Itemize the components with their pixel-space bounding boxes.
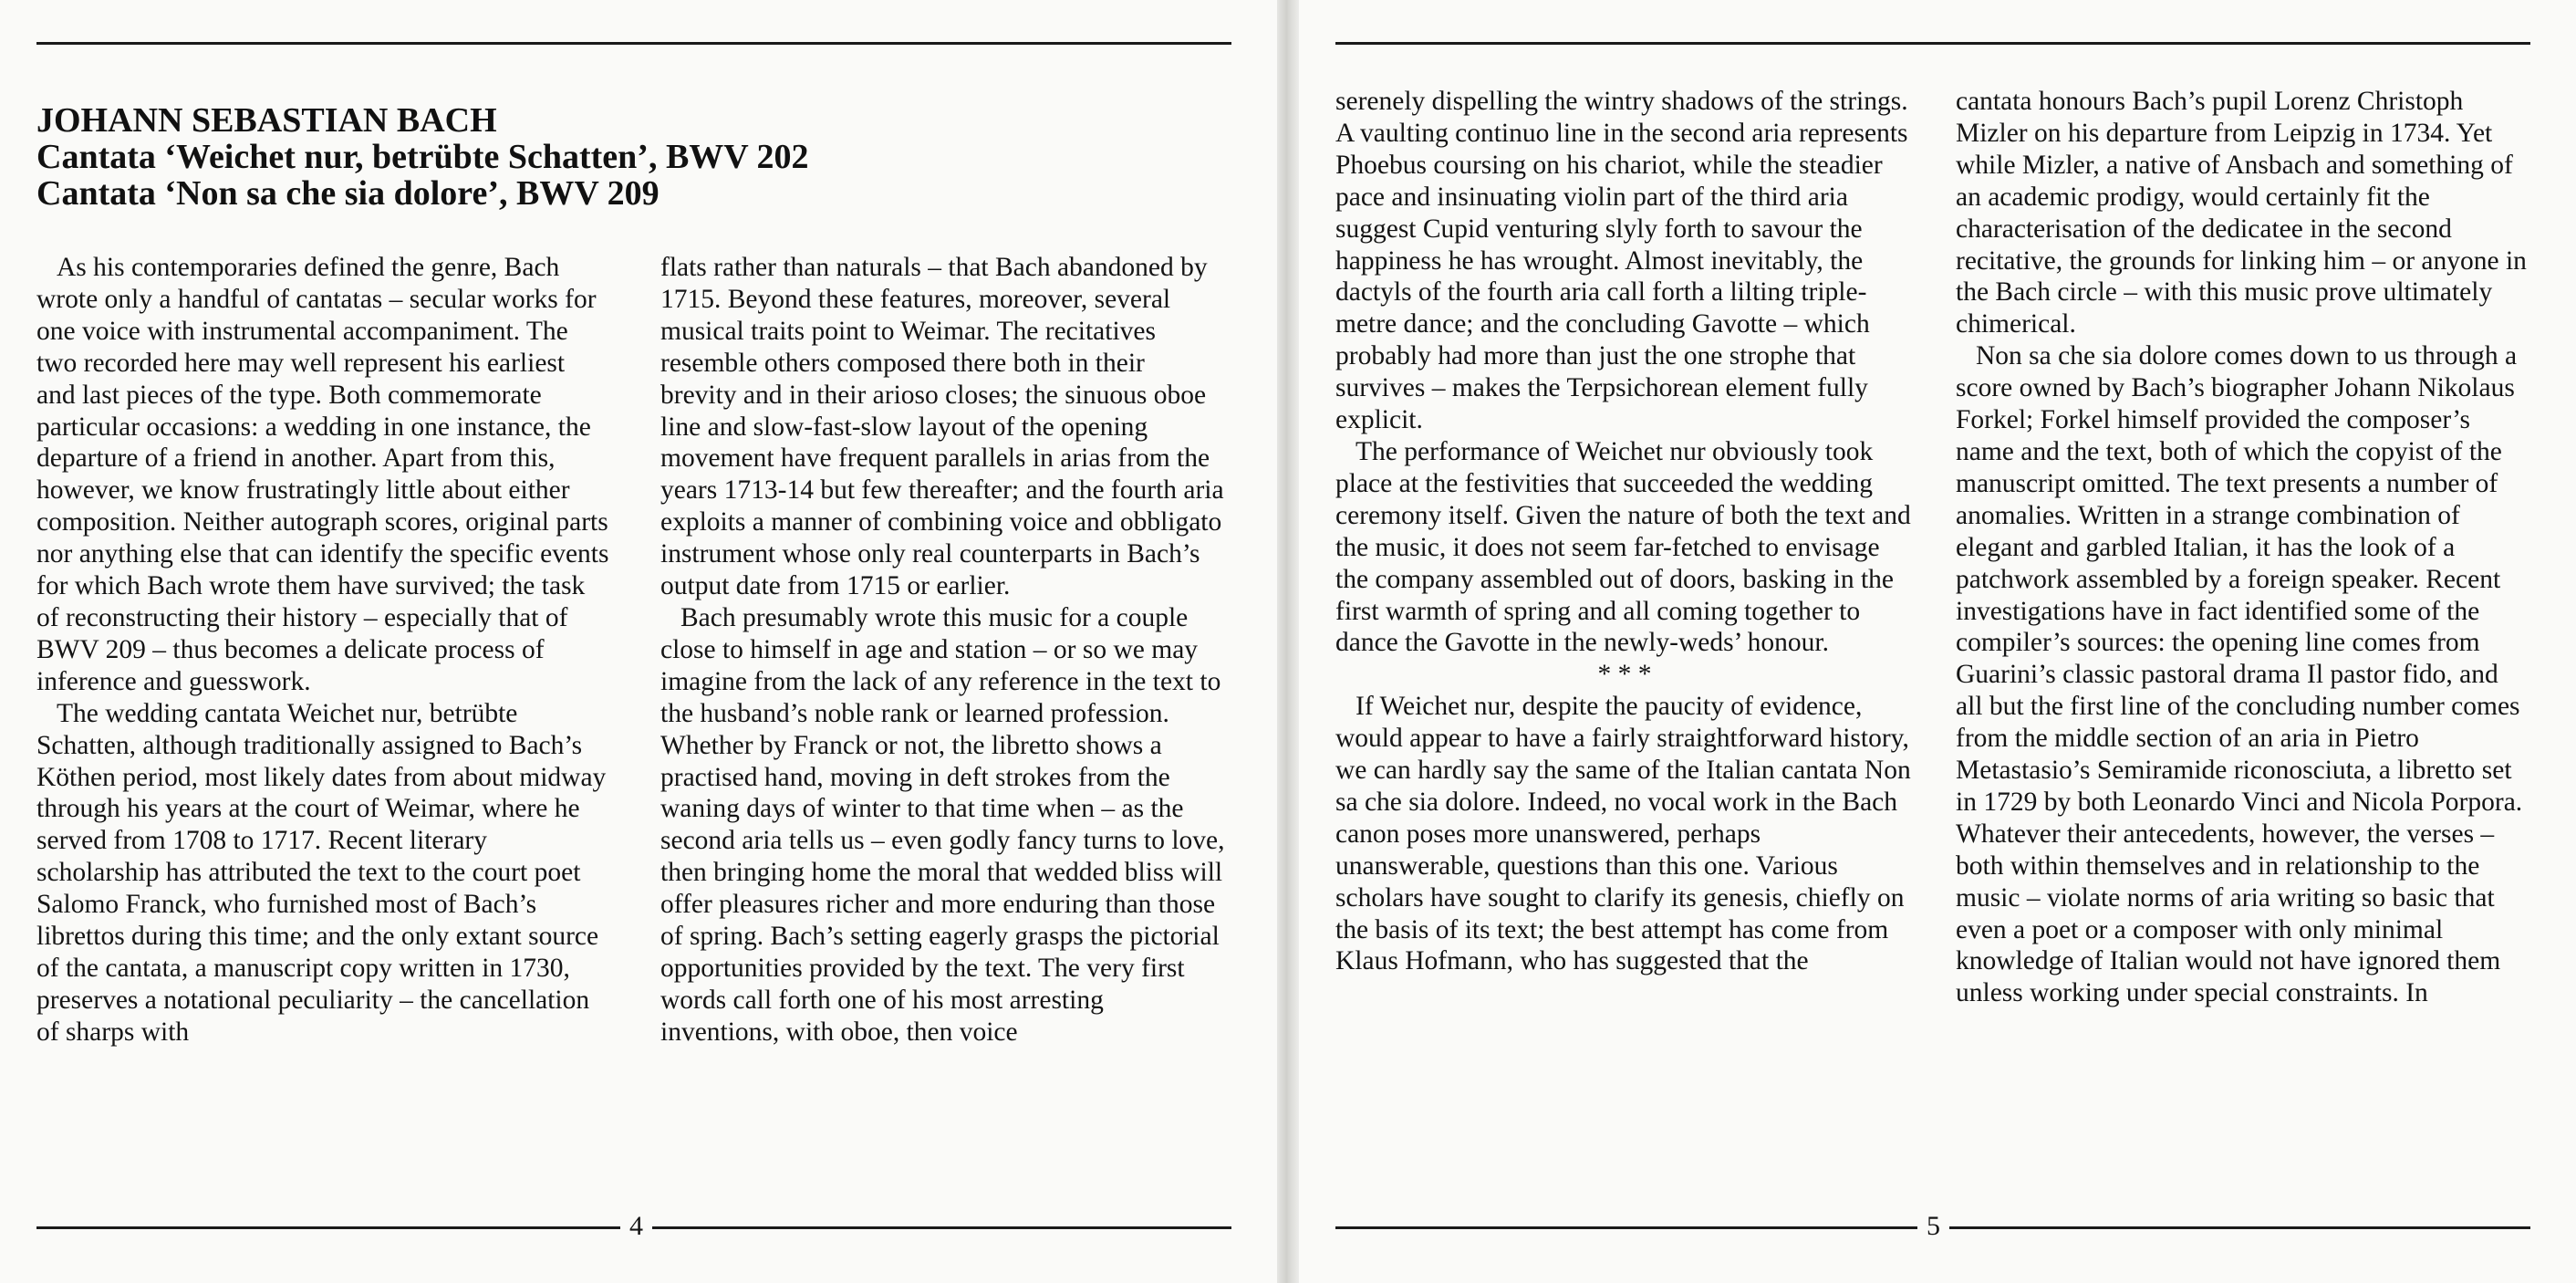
paragraph: flats rather than naturals – that Bach abandoned by 1715. Beyond these features, moreover, several musical traits point to Weimar. The recitatives resemble others composed there both in their brevity and in their arioso closes; the sinuous oboe line and slow-fast-slow layout of the opening movement have frequent parallels in arias from the years 1713-14 but few thereafter; and the fourth aria exploits a manner of combining voice and obbligato instrument whose only real counterparts in Bach’s output date from 1715 or earlier.: [660, 253, 1224, 601]
paragraph: As his contemporaries defined the genre, Bach wrote only a handful of cantatas – secular works for one voice with instrumental accompaniment. The two recorded here may well represent his earliest and last pieces of the type. Both commemorate particular occasions: a wedding in one instance, the departure of a friend in another. Apart from this, however, we know frustratingly little about either composition. Neither autograph scores, original parts nor anything else that can identify the specific events for which Bach wrote them have survived; the task of reconstructing their history – especially that of BWV 209 – thus becomes a delicate process of inference and guesswork.: [36, 253, 609, 696]
paragraph: cantata honours Bach’s pupil Lorenz Christoph Mizler on his departure from Leipzig in 1734. Yet while Mizler, a native of Ansbach and something of an academic prodigy, would certainly fit the characterisation of the dedicatee in the second recitative, the grounds for linking him – or anyone in the Bach circle – with this music prove ultimately chimerical.: [1956, 87, 2527, 339]
paragraph: Bach presumably wrote this music for a couple close to himself in age and station – or so we may imagine from the lack of any reference in the text to the husband’s noble rank or learned profession. Whether by Franck or not, the libretto shows a practised hand, moving in deft strokes from the waning days of winter to that time when – as the second aria tells us – even godly fancy turns to love, then bringing home the moral that wedded bliss will offer pleasures richer and more enduring than those of spring. Bach’s setting eagerly grasps the pictorial opportunities provided by the text. The very first words call forth one of his most arresting inventions, with oboe, then voice: [660, 602, 1225, 1047]
book-gutter: [1277, 0, 1299, 1283]
left-page: [0, 0, 1277, 1283]
cantata-title-bwv209: Cantata ‘Non sa che sia dolore’, BWV 209: [36, 174, 660, 213]
article-heading: [36, 102, 949, 212]
left-page-column-1: [36, 252, 609, 1048]
left-page-column-2: [660, 252, 1226, 1048]
paragraph: serenely dispelling the wintry shadows of the strings. A vaulting continuo line in the second aria represents Phoebus coursing on his chariot, while the steadier pace and insinuating violin part of the third aria suggest Cupid venturing slyly forth to savour the happiness he has wrought. Almost inevitably, the dactyls of the fourth aria call forth a lilting triple-metre dance; and the concluding Gavotte – which probably had more than just the one strophe that survives – makes the Terpsichorean element fully explicit.: [1335, 87, 1908, 435]
cantata-title-bwv202: Cantata ‘Weichet nur, betrübte Schatten’, BWV 202: [36, 138, 809, 176]
top-rule: [36, 42, 1231, 45]
page-number: 5: [1917, 1210, 1949, 1243]
top-rule: [1335, 42, 2530, 45]
paragraph: The wedding cantata Weichet nur, betrübte Schatten, although traditionally assigned to Bach’s Köthen period, most likely dates from about midway through his years at the court of Weimar, where he served from 1708 to 1717. Recent literary scholarship has attributed the text to the court poet Salomo Franck, who furnished most of Bach’s librettos during this time; and the only extant source of the cantata, a manuscript copy written in 1730, preserves a notational peculiarity – the cancellation of sharps with: [36, 698, 607, 1047]
page-number: 4: [620, 1210, 652, 1243]
paragraph: Non sa che sia dolore comes down to us through a score owned by Bach’s biographer Johann Nikolaus Forkel; Forkel himself provided the composer’s name and the text, both of which the copyist of the manuscript omitted. The text presents a number of anomalies. Written in a strange combination of elegant and garbled Italian, it has the look of a patchwork assembled by a foreign speaker. Recent investigations have in fact identified some of the compiler’s sources: the opening line comes from Guarini’s classic pastoral drama Il pastor fido, and all but the first line of the concluding number comes from the middle section of an aria in Pietro Metastasio’s Semiramide riconosciuta, a libretto set in 1729 by both Leonardo Vinci and Nicola Porpora. Whatever their antecedents, however, the verses – both within themselves and in relationship to the music – violate norms of aria writing so basic that even a poet or a composer with only minimal knowledge of Italian would not have ignored them unless working under special constraints. In: [1956, 341, 2523, 1008]
composer-name: JOHANN SEBASTIAN BACH: [36, 101, 497, 140]
paragraph: If Weichet nur, despite the paucity of evidence, would appear to have a fairly straightforward history, we can hardly say the same of the Italian cantata Non sa che sia dolore. Indeed, no vocal work in the Bach canon poses more unanswered, perhaps unanswerable, questions than this one. Various scholars have sought to clarify its genesis, chiefly on the basis of its text; the best attempt has come from Klaus Hofmann, who has suggested that the: [1335, 692, 1911, 976]
right-page-column-2: [1956, 86, 2530, 1009]
right-page: [1299, 0, 2576, 1283]
paragraph: The performance of Weichet nur obviously took place at the festivities that succeeded the wedding ceremony itself. Given the nature of both the text and the music, it does not seem far-fetched to envisage the company assembled out of doors, basking in the first warmth of spring and all coming together to dance the Gavotte in the newly-weds’ honour.: [1335, 436, 1911, 658]
section-break: * * *: [1597, 660, 1652, 690]
right-page-column-1: [1335, 86, 1914, 977]
